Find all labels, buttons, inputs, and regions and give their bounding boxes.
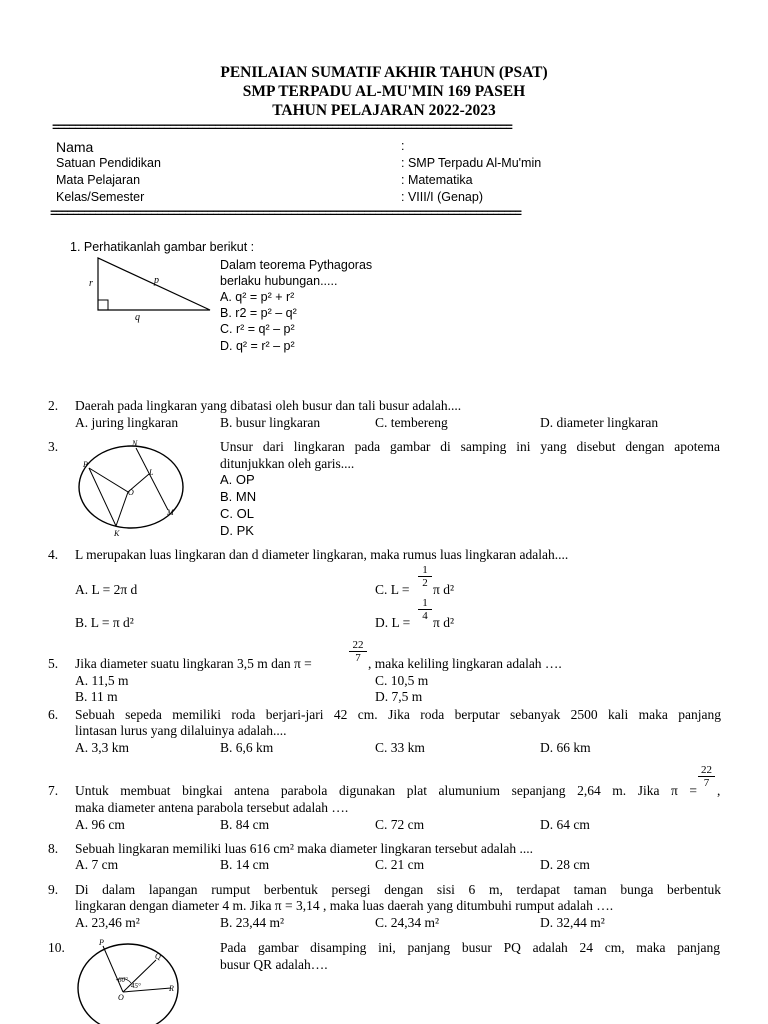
q6-option-d[interactable]: D. 66 km <box>540 740 591 755</box>
fig-label-q: Q <box>155 952 161 961</box>
q8-number: 8. <box>48 841 59 856</box>
fig-label-r: R <box>169 984 174 993</box>
q1-instruction: 1. Perhatikanlah gambar berikut : <box>70 240 255 254</box>
fraction-denominator: 7 <box>703 777 710 789</box>
q7-option-b[interactable]: B. 84 cm <box>220 817 270 832</box>
nama-value: : <box>401 139 405 153</box>
school-name: SMP TERPADU AL-MU'MIN 169 PASEH <box>242 83 526 100</box>
q2-option-b[interactable]: B. busur lingkaran <box>220 415 321 430</box>
q5-number: 5. <box>48 656 59 671</box>
fig-label-m: M <box>167 508 174 517</box>
exam-title: PENILAIAN SUMATIF AKHIR TAHUN (PSAT) <box>220 64 548 81</box>
q5-pi-fraction <box>349 639 367 664</box>
q10-number: 10. <box>48 940 65 955</box>
q3-option-d[interactable]: D. PK <box>220 523 254 538</box>
q6-text-line1: Sebuah sepeda memiliki roda berjari-jari 42 cm. Jika roda berputar sebanyak 2500 kali maka panjang <box>75 707 721 722</box>
q10-text-line1: Pada gambar disamping ini, panjang busur PQ adalah 24 cm, maka panjang <box>220 940 720 955</box>
fig-label-o: O <box>128 488 134 497</box>
q6-option-a[interactable]: A. 3,3 km <box>75 740 129 755</box>
q2-option-c[interactable]: C. tembereng <box>375 415 448 430</box>
q7-number: 7. <box>48 783 59 798</box>
q3-text-line1: Unsur dari lingkaran pada gambar di samping ini yang disebut dengan apotema <box>220 439 720 454</box>
kelas-value: : VIII/I (Genap) <box>401 190 483 204</box>
academic-year: TAHUN PELAJARAN 2022-2023 <box>272 102 496 119</box>
q1-option-d[interactable]: D. q² = r² – p² <box>220 339 295 353</box>
fig-label-o: O <box>118 993 124 1002</box>
q9-option-b[interactable]: B. 23,44 m² <box>220 915 285 930</box>
q6-number: 6. <box>48 707 59 722</box>
q7-option-d[interactable]: D. 64 cm <box>540 817 590 832</box>
q4-option-d-fraction <box>418 597 432 622</box>
q4-option-c-prefix[interactable]: C. L = <box>375 582 410 597</box>
q1-text-line2: berlaku hubungan..... <box>220 274 338 288</box>
q4-text: L merupakan luas lingkaran dan d diameter lingkaran, maka rumus luas lingkaran adalah.... <box>75 547 569 562</box>
q4-option-c-suffix: π d² <box>433 582 454 597</box>
q6-option-c[interactable]: C. 33 km <box>375 740 425 755</box>
q4-option-a[interactable]: A. L = 2π d <box>75 582 138 597</box>
q5-option-a[interactable]: A. 11,5 m <box>75 673 129 688</box>
q5-text-part2: , maka keliling lingkaran adalah …. <box>368 656 562 671</box>
q8-option-b[interactable]: B. 14 cm <box>220 857 270 872</box>
q9-option-a[interactable]: A. 23,46 m² <box>75 915 140 930</box>
q3-option-c[interactable]: C. OL <box>220 506 254 521</box>
q5-option-d[interactable]: D. 7,5 m <box>375 689 423 704</box>
fraction-numerator: 22 <box>701 764 712 776</box>
q6-option-b[interactable]: B. 6,6 km <box>220 740 274 755</box>
q8-option-a[interactable]: A. 7 cm <box>75 857 119 872</box>
separator-bottom: ==================================================================================== <box>50 207 521 221</box>
q1-text-line1: Dalam teorema Pythagoras <box>220 258 373 272</box>
separator-top: ================================================================================== <box>52 121 512 135</box>
satuan-value: : SMP Terpadu Al-Mu'min <box>401 156 542 170</box>
q8-option-d[interactable]: D. 28 cm <box>540 857 590 872</box>
fig-angle-45: 45° <box>131 982 141 990</box>
q9-text-line1: Di dalam lapangan rumput berbentuk persegi dengan sisi 6 m, terdapat taman bunga berbentuk <box>75 882 721 897</box>
fig-angle-60: 60° <box>118 976 128 984</box>
q8-option-c[interactable]: C. 21 cm <box>375 857 425 872</box>
fig-label-p: p <box>154 275 159 286</box>
q7-option-a[interactable]: A. 96 cm <box>75 817 125 832</box>
fraction-numerator: 22 <box>352 639 364 651</box>
q5-option-b[interactable]: B. 11 m <box>75 689 118 704</box>
q4-option-d-suffix: π d² <box>433 615 454 630</box>
q3-number: 3. <box>48 439 59 454</box>
q9-option-d[interactable]: D. 32,44 m² <box>540 915 605 930</box>
q5-text-part1: Jika diameter suatu lingkaran 3,5 m dan π = <box>75 656 312 671</box>
fig-label-n: N <box>132 439 138 448</box>
q7-option-c[interactable]: C. 72 cm <box>375 817 425 832</box>
q9-option-c[interactable]: C. 24,34 m² <box>375 915 440 930</box>
fig-label-q: q <box>135 312 140 323</box>
q5-option-c[interactable]: C. 10,5 m <box>375 673 429 688</box>
fig-label-k: K <box>114 529 120 538</box>
kelas-label: Kelas/Semester <box>56 190 145 204</box>
q4-option-c-fraction <box>418 564 432 589</box>
fig-label-l: L <box>149 468 154 477</box>
q8-text: Sebuah lingkaran memiliki luas 616 cm² maka diameter lingkaran tersebut adalah .... <box>75 841 534 856</box>
q2-text: Daerah pada lingkaran yang dibatasi oleh busur dan tali busur adalah.... <box>75 398 462 413</box>
fig-label-p: P <box>83 460 88 469</box>
q10-circle-figure <box>76 936 186 1024</box>
fig-label-r: r <box>89 278 93 289</box>
q1-option-a[interactable]: A. q² = p² + r² <box>220 290 295 304</box>
q7-text-comma: , <box>717 783 721 798</box>
q4-option-b[interactable]: B. L = π d² <box>75 615 134 630</box>
q7-pi-fraction <box>698 764 715 789</box>
q3-circle-figure <box>76 438 196 538</box>
fraction-denominator: 4 <box>422 610 428 622</box>
fraction-numerator: 1 <box>422 597 428 609</box>
q6-text-line2: lintasan lurus yang dilaluinya adalah.... <box>75 723 287 738</box>
q9-number: 9. <box>48 882 59 897</box>
q9-text-line2: lingkaran dengan diameter 4 m. Jika π = 3,14 , maka luas daerah yang ditumbuhi rumput adalah …. <box>75 898 614 913</box>
q3-option-b[interactable]: B. MN <box>220 489 257 504</box>
nama-label: Nama <box>56 139 94 155</box>
fraction-denominator: 2 <box>422 577 428 589</box>
mapel-label: Mata Pelajaran <box>56 173 141 187</box>
fraction-denominator: 7 <box>355 652 361 664</box>
fraction-numerator: 1 <box>422 564 428 576</box>
q3-option-a[interactable]: A. OP <box>220 472 255 487</box>
fig-label-p: P <box>99 938 104 947</box>
q4-number: 4. <box>48 547 59 562</box>
q2-option-d[interactable]: D. diameter lingkaran <box>540 415 659 430</box>
mapel-value: : Matematika <box>401 173 473 187</box>
q1-triangle-figure <box>88 252 218 322</box>
q7-text-line2: maka diameter antena parabola tersebut adalah …. <box>75 800 349 815</box>
q1-option-b[interactable]: B. r2 = p² – q² <box>220 306 297 320</box>
q2-number: 2. <box>48 398 59 413</box>
satuan-label: Satuan Pendidikan <box>56 156 161 170</box>
q2-option-a[interactable]: A. juring lingkaran <box>75 415 179 430</box>
q7-text-line1: Untuk membuat bingkai antena parabola digunakan plat alumunium sepanjang 2,64 m. Jika π = <box>75 783 697 798</box>
q10-text-line2: busur QR adalah…. <box>220 957 328 972</box>
q1-option-c[interactable]: C. r² = q² – p² <box>220 322 295 336</box>
q3-text-line2: ditunjukkan oleh garis.... <box>220 456 355 471</box>
q4-option-d-prefix[interactable]: D. L = <box>375 615 411 630</box>
